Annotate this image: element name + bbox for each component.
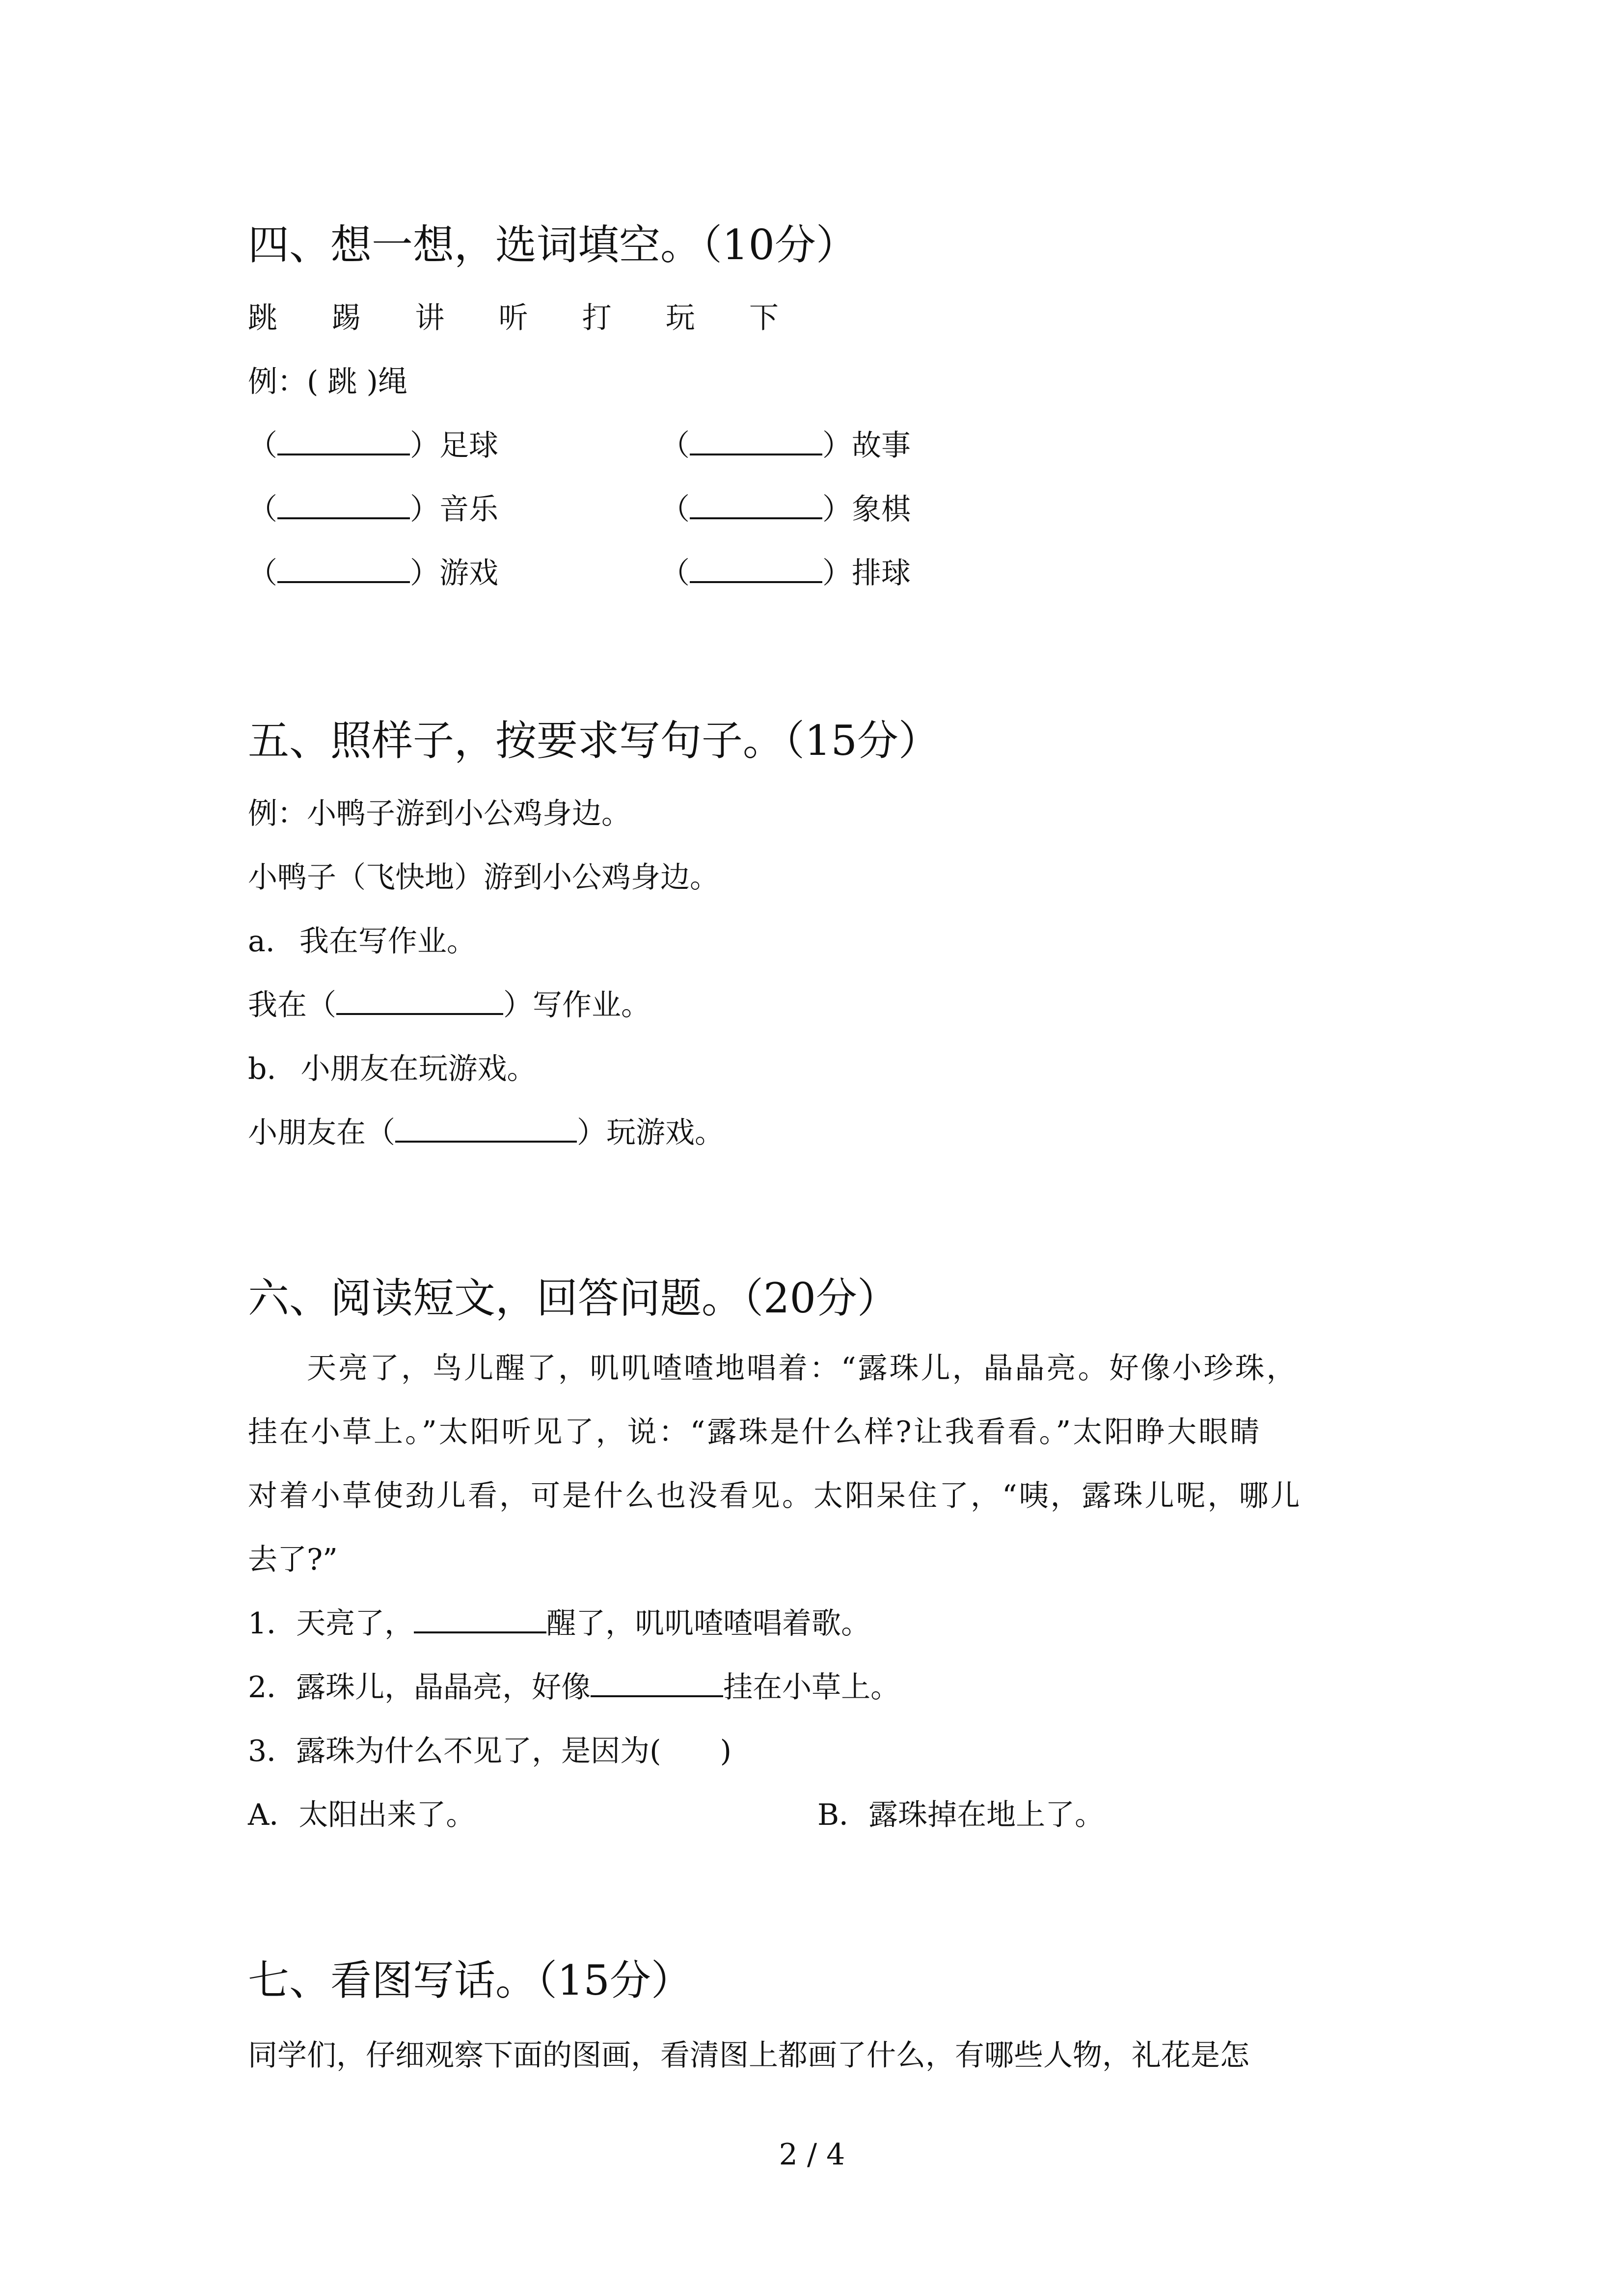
fill-item: （ ）故事 bbox=[660, 422, 911, 464]
fill-item: （ ）足球 bbox=[248, 422, 498, 464]
page-number: 2 / 4 bbox=[779, 2137, 845, 2172]
option-a[interactable]: A．太阳出来了。 bbox=[248, 1798, 476, 1832]
section5-example-line1: 例：小鸭子游到小公鸡身边。 bbox=[248, 797, 631, 831]
fill-item: （ ）排球 bbox=[660, 550, 911, 592]
section5-title: 五、照样子，按要求写句子。（15分） bbox=[248, 717, 940, 765]
item-label: b. bbox=[248, 1052, 276, 1086]
section5-example-line2: 小鸭子（飞快地）游到小公鸡身边。 bbox=[248, 860, 719, 895]
answer-blank[interactable] bbox=[395, 1114, 577, 1143]
item-sentence: 我在写作业。 bbox=[299, 924, 476, 959]
passage-line: 去了?” bbox=[248, 1543, 338, 1577]
fill-item-word: 足球 bbox=[439, 428, 498, 463]
word-bank-item: 打 bbox=[582, 301, 612, 335]
fill-item: （ ）游戏 bbox=[248, 550, 498, 592]
answer-blank[interactable] bbox=[277, 427, 410, 455]
passage-line: 对着小草使劲儿看，可是什么也没看见。太阳呆住了，“咦，露珠儿呢，哪儿 bbox=[248, 1479, 1302, 1513]
fill-item: （ ）象棋 bbox=[660, 486, 911, 528]
fill-item-word: 象棋 bbox=[852, 492, 911, 527]
section4-example: 例：( 跳 )绳 bbox=[248, 365, 407, 399]
answer-blank[interactable] bbox=[336, 987, 503, 1015]
question-2: 2．露珠儿，晶晶亮，好像 挂在小草上。 bbox=[248, 1664, 900, 1706]
answer-blank[interactable] bbox=[690, 555, 822, 583]
word-bank bbox=[248, 294, 779, 337]
question-3: 3．露珠为什么不见了，是因为( ) bbox=[248, 1734, 731, 1768]
passage-line: 挂在小草上。”太阳听见了，说：“露珠是什么样?让我看看。”太阳睁大眼睛 bbox=[248, 1415, 1262, 1449]
section5-fill-a: 我在（ ）写作业。 bbox=[248, 982, 650, 1024]
item-label: a. bbox=[248, 924, 275, 959]
section5-item-a bbox=[248, 918, 476, 960]
answer-blank[interactable] bbox=[591, 1669, 723, 1697]
word-bank-item: 玩 bbox=[665, 301, 695, 335]
section5-item-b bbox=[248, 1045, 536, 1088]
section5-fill-b: 小朋友在（ ）玩游戏。 bbox=[248, 1109, 724, 1151]
word-bank-item: 跳 bbox=[248, 301, 277, 335]
answer-blank[interactable] bbox=[277, 555, 410, 583]
answer-blank[interactable] bbox=[277, 491, 410, 519]
fill-item-word: 故事 bbox=[852, 428, 911, 463]
fill-item-word: 游戏 bbox=[439, 556, 498, 590]
section7-title: 七、看图写话。（15分） bbox=[248, 1956, 692, 2004]
question-1: 1．天亮了， 醒了，叽叽喳喳唱着歌。 bbox=[248, 1600, 870, 1642]
word-bank-item: 讲 bbox=[415, 301, 445, 335]
word-bank-item: 踢 bbox=[331, 301, 361, 335]
passage-line: 天亮了，鸟儿醒了，叽叽喳喳地唱着：“露珠儿，晶晶亮。好像小珍珠， bbox=[307, 1351, 1298, 1386]
section7-prompt: 同学们，仔细观察下面的图画，看清图上都画了什么，有哪些人物，礼花是怎 bbox=[248, 2038, 1249, 2073]
option-b[interactable]: B．露珠掉在地上了。 bbox=[817, 1798, 1105, 1832]
word-bank-item: 下 bbox=[749, 301, 779, 335]
fill-item-word: 排球 bbox=[852, 556, 911, 590]
fill-item: （ ）音乐 bbox=[248, 486, 498, 528]
fill-item-word: 音乐 bbox=[439, 492, 498, 527]
answer-blank[interactable] bbox=[690, 491, 822, 519]
section6-title: 六、阅读短文，回答问题。（20分） bbox=[248, 1274, 898, 1322]
section4-title: 四、想一想，选词填空。（10分） bbox=[248, 221, 857, 269]
word-bank-item: 听 bbox=[498, 301, 528, 335]
answer-blank[interactable] bbox=[414, 1605, 546, 1633]
item-sentence: 小朋友在玩游戏。 bbox=[300, 1052, 537, 1086]
answer-blank[interactable] bbox=[690, 427, 822, 455]
